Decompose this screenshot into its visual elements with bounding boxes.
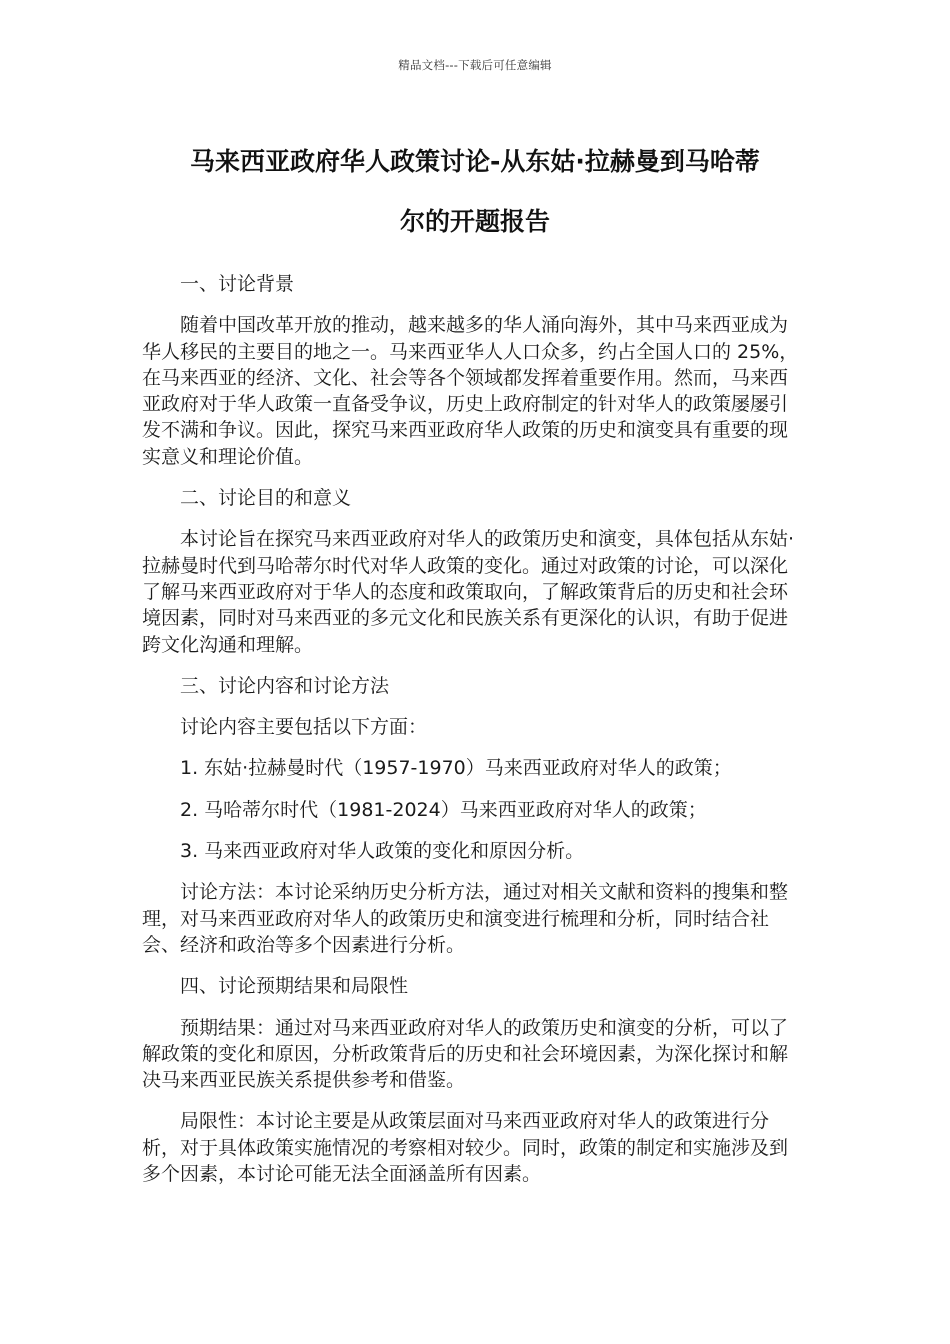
page-header: 精品文档---下载后可任意编辑 (398, 58, 552, 72)
content-intro: 讨论内容主要包括以下方面： (180, 716, 428, 739)
method-paragraph: 讨论方法：本讨论采纳历史分析方法，通过对相关文献和资料的搜集和整理，对马来西亚政府对华人的政策历史和演变进行梳理和分析，同时结合社会、经济和政治等多个因素进行分析。 (142, 881, 789, 956)
background-paragraph: 随着中国改革开放的推动，越来越多的华人涌向海外，其中马来西亚成为华人移民的主要目的地之一。马来西亚华人人口众多，约占全国人口的 25%，在马来西亚的经济、文化、社会等各个领域都发挥着重要作用。然而，马来西亚政府对于华人政策一直备受争议，历史上政府制定的针对华人的政策屡屡引发不满和争议。因此，探究马来西亚政府华人政策的历史和演变具有重要的现实意义和理论价值。 (142, 314, 799, 468)
section-heading-results: 四、讨论预期结果和局限性 (180, 975, 409, 998)
title-line-1: 马来西亚政府华人政策讨论-从东姑·拉赫曼到马哈蒂 (190, 147, 760, 176)
section-heading-content-method: 三、讨论内容和讨论方法 (180, 674, 390, 697)
expected-results-paragraph: 预期结果：通过对马来西亚政府对华人的政策历史和演变的分析，可以了解政策的变化和原因，分析政策背后的历史和社会环境因素，为深化探讨和解决马来西亚民族关系提供参考和借鉴。 (142, 1016, 789, 1092)
document-body (142, 271, 802, 1202)
section-heading-purpose: 二、讨论目的和意义 (180, 487, 352, 510)
document-title (140, 132, 810, 252)
title-line-2: 尔的开题报告 (399, 207, 550, 236)
purpose-paragraph: 本讨论旨在探究马来西亚政府对华人的政策历史和演变，具体包括从东姑·拉赫曼时代到马哈蒂尔时代对华人政策的变化。通过对政策的讨论，可以深化了解马来西亚政府对于华人的态度和政策取向，了解政策背后的历史和社会环境因素，同时对马来西亚的多元文化和民族关系有更深化的认识，有助于促进跨文化沟通和理解。 (142, 528, 795, 656)
content-list-item-1: 1. 东姑·拉赫曼时代（1957-1970）马来西亚政府对华人的政策； (180, 757, 732, 780)
limitations-paragraph: 局限性：本讨论主要是从政策层面对马来西亚政府对华人的政策进行分析，对于具体政策实施情况的考察相对较少。同时，政策的制定和实施涉及到多个因素，本讨论可能无法全面涵盖所有因素。 (142, 1110, 789, 1186)
content-list-item-2: 2. 马哈蒂尔时代（1981-2024）马来西亚政府对华人的政策； (180, 798, 707, 821)
section-heading-background: 一、讨论背景 (180, 273, 295, 295)
content-list-item-3: 3. 马来西亚政府对华人政策的变化和原因分析。 (180, 840, 585, 863)
